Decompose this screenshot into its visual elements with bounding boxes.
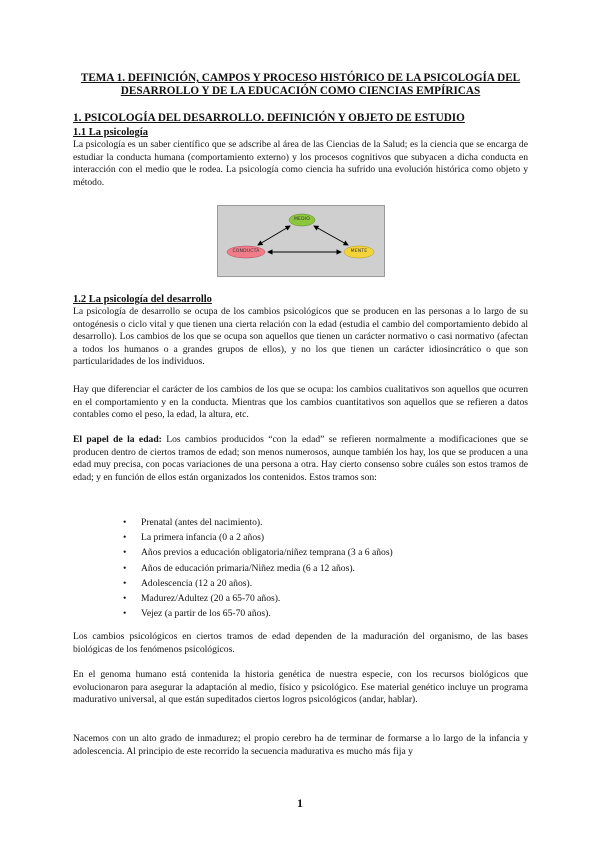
arrow-medio-conducta bbox=[258, 226, 290, 245]
arrow-medio-mente bbox=[314, 226, 348, 245]
papel-edad-lead: El papel de la edad: bbox=[73, 434, 162, 445]
list-item: • Años previos a educación obligatoria/niñez temprana (3 a 6 años) bbox=[123, 545, 393, 560]
paragraph-maduracion: Los cambios psicológicos en ciertos tramos de edad dependen de la maduración del organismo, de las bases biológicas de los fenómenos psicológicos. bbox=[73, 631, 528, 655]
paragraph-desarrollo-1: La psicología de desarrollo se ocupa de los cambios psicológicos que se producen en las personas a lo largo de su ontogénesis o ciclo vital y que tienen una cierta relación con la edad (estudia el cambio del comportamiento debido al desarrollo). Los cambios de los que se ocupa son aquellos que tienen un carácter normativo o casi normativo (afectan a todos los humanos o a grandes grupos de ellos), y no los que tienen un carácter idiosincrático o que son particularidades de los individuos. bbox=[73, 306, 528, 368]
document-title: TEMA 1. DEFINICIÓN, CAMPOS Y PROCESO HISTÓRICO DE LA PSICOLOGÍA DEL DESARROLLO Y DE LA EDUCACIÓN COMO CIENCIAS EMPÍRICAS bbox=[80, 72, 521, 97]
node-mente-label: MENTE bbox=[350, 249, 368, 254]
list-item: • La primera infancia (0 a 2 años) bbox=[123, 530, 393, 545]
list-item: • Adolescencia (12 a 20 años). bbox=[123, 576, 393, 591]
page-number: 1 bbox=[297, 796, 303, 810]
subsection-heading-psicologia: 1.1 La psicología bbox=[73, 127, 148, 138]
age-range-list bbox=[123, 515, 393, 621]
paragraph-desarrollo-2: Hay que diferenciar el carácter de los cambios de los que se ocupa: los cambios cualitativos son aquellos que ocurren en el comportamiento y en la conducta. Mientras que los cambios cuantitativos son aquellos que se refieren a datos contables como el peso, la edad, la altura, etc. bbox=[73, 384, 528, 421]
diagram-figure bbox=[217, 205, 385, 277]
papel-edad-text: Los cambios producidos “con la edad” se refieren normalmente a modificaciones que se producen dentro de ciertos tramos de edad; son menos numerosos, aunque también los hay, los que se producen a una edad muy precisa, con pocas variaciones de una persona a otra. Hay cierto consenso sobre cuáles son estos tramos de edad; y en función de ellos están organizados los contenidos. Estos tramos son: bbox=[73, 434, 528, 483]
document-page bbox=[73, 72, 528, 757]
subsection-heading-desarrollo: 1.2 La psicología del desarrollo bbox=[73, 294, 212, 305]
list-item: • Años de educación primaria/Niñez media (6 a 12 años). bbox=[123, 561, 393, 576]
paragraph-inmadurez: Nacemos con un alto grado de inmadurez; el propio cerebro ha de terminar de formarse a lo largo de la infancia y adolescencia. Al principio de este recorrido la secuencia madurativa es mucho más fija y bbox=[73, 733, 528, 757]
list-item: • Vejez (a partir de los 65-70 años). bbox=[123, 606, 393, 621]
paragraph-psicologia: La psicología es un saber científico que se adscribe al área de las Ciencias de la Salud; es la ciencia que se encarga de estudiar la conducta humana (comportamiento externo) y los procesos cognitivos que subyacen a dicha conducta en interacción con el medio que le rodea. La psicología como ciencia ha sufrido una evolución histórica como objeto y método. bbox=[73, 139, 528, 188]
node-conducta-label: CONDUCTA bbox=[232, 249, 260, 254]
section-heading: 1. PSICOLOGÍA DEL DESARROLLO. DEFINICIÓN Y OBJETO DE ESTUDIO bbox=[73, 112, 465, 124]
list-item: • Madurez/Adultez (20 a 65-70 años). bbox=[123, 591, 393, 606]
paragraph-papel-edad bbox=[73, 434, 528, 484]
paragraph-genoma: En el genoma humano está contenida la historia genética de nuestra especie, con los recursos biológicos que evolucionaron para asegurar la adaptación al medio, físico y psicológico. Ese material genético incluye un programa madurativo universal, al que están supeditados ciertos logros psicológicos (andar, hablar). bbox=[73, 669, 528, 706]
node-medio-label: MEDIO bbox=[293, 217, 311, 222]
list-item: • Prenatal (antes del nacimiento). bbox=[123, 515, 393, 530]
